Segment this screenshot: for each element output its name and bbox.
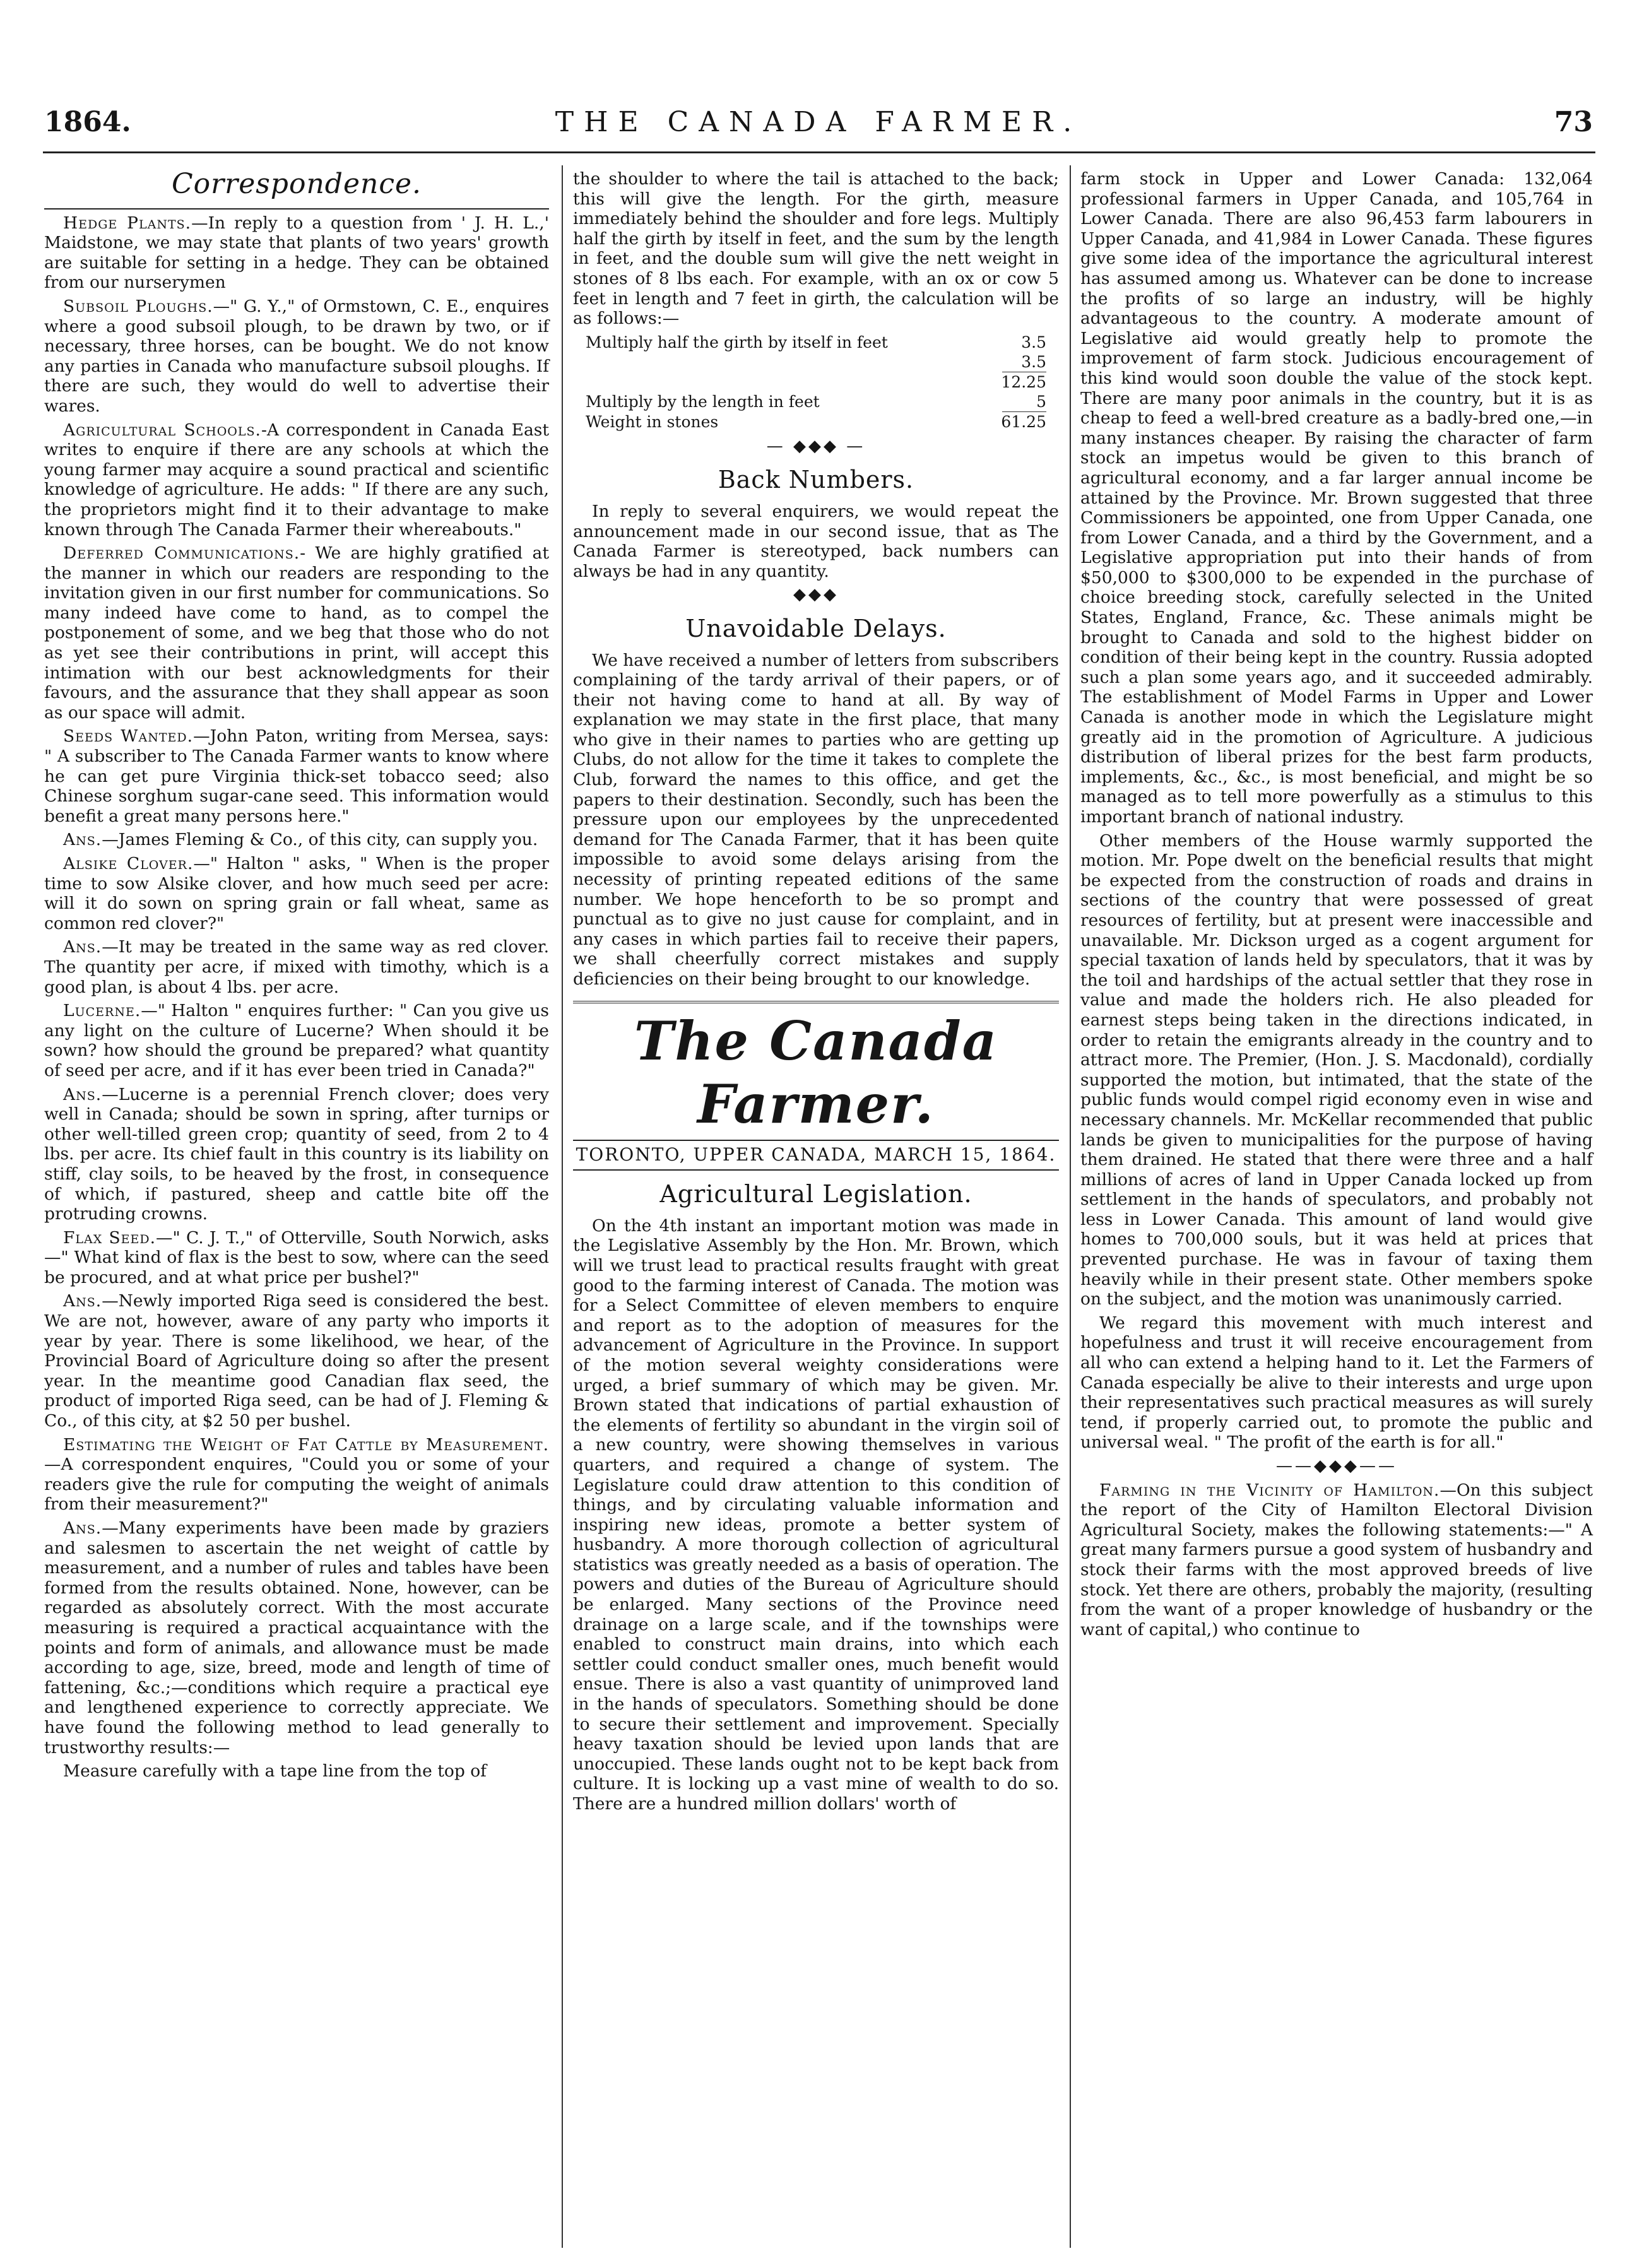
unavoidable-delays-heading: Unavoidable Delays. <box>685 614 947 642</box>
calc-row4-label: Weight in stones <box>586 412 719 431</box>
paragraph-we-regard: We regard this movement with much interest and hopefulness and trust it will receive encouragement from all who can extend a helping hand to it. Let the Farmers of Canada especially be alive to their interests and urge upon their representatives such practical measures as will surely tend, if properly carried out, to promote the public and universal weal. " The profit of the earth is for all." <box>1080 1313 1593 1453</box>
paragraph-answer-flax: Ans.—Newly imported Riga seed is considered the best. We are not, however, aware of any party who imports it year by year. There is some likelihood, we hear, of the Provincial Board of Agriculture doing so after the present year. In the meantime good Canadian flax seed, the product of imported Riga seed, can be had of J. Fleming & Co., of this city, at $2 50 per bushel. <box>44 1291 549 1431</box>
paragraph-farming-hamilton: Farming in the Vicinity of Hamilton.—On this subject the report of the City of Hamilton Electoral Division Agricultural Society, makes the following statements:—" A great many farmers pursue a good system of husbandry and stock their farms with the most approved breeds of live stock. Yet there are others, probably the majority, (resulting from the want of a proper knowledge of husbandry or the want of capital,) who continue to <box>1080 1480 1593 1639</box>
paragraph-subsoil-ploughs: Subsoil Ploughs.—" G. Y.," of Ormstown, C. E., enquires where a good subsoil plough, to be drawn by two, or if necessary, three horses, can be bought. We do not know any parties in Canada who manufacture subsoil ploughs. If there are such, they would do well to advertise their wares. <box>44 296 549 416</box>
header-year: 1864. <box>44 106 131 138</box>
dateline-rule <box>573 1169 1059 1171</box>
column-1 <box>44 169 549 1785</box>
paragraph-alsike-clover: Alsike Clover.—" Halton " asks, " When is the proper time to sow Alsike clover, and how much seed per acre: will it do sown on spring grain or fall wheat, same as common red clover?" <box>44 854 549 933</box>
correspondence-heading: Correspondence. <box>171 168 422 200</box>
column-divider-2 <box>1070 165 1071 2248</box>
paragraph-flax-seed: Flax Seed.—" C. J. T.," of Otterville, South Norwich, asks—" What kind of flax is the best to sow, where can the seed be procured, and at what price per bushel?" <box>44 1227 549 1287</box>
paragraph-other-members: Other members of the House warmly supported the motion. Mr. Pope dwelt on the beneficial results that might be expected from the construction of roads and drains in sections of the country that were possessed of great resources of fertility, but at present were inaccessible and unavailable. Mr. Dickson urged as a cogent argument for special taxation of lands held by speculators, that it was by the toil and hardships of the actual settler that they rose in value and made the holders rich. He also pleaded for earnest steps being taken in the directions indicated, in order to retain the emigrants already in the country and to attract more. The Premier, (Hon. J. S. Macdonald), cordially supported the motion, but intimated, that the state of the public funds would compel rigid economy even in wise and necessary channels. Mr. McKellar recommended that public lands be given to municipalities for the purpose of having them drained. He stated that there were three and a half millions of acres of land in Upper Canada locked up from settlement in the hands of speculators, and probably not less in Lower Canada. This amount of land would give homes to 700,000 souls, but it was held at prices that prevented purchase. He was in favour of taxing them heavily while in their present state. Other members spoke on the subject, and the motion was unanimously carried. <box>1080 830 1593 1309</box>
ornament-divider-2: ◆◆◆ <box>793 585 839 605</box>
back-numbers-heading: Back Numbers. <box>718 466 914 494</box>
back-numbers-paragraph: In reply to several enquirers, we would repeat the announcement made in our second issue, that as The Canada Farmer is stereotyped, back numbers can always be had in any quantity. <box>573 501 1059 581</box>
calc-row3-value: 5 <box>1036 392 1046 411</box>
masthead-rule <box>573 1140 1059 1141</box>
calc-row2-value: 12.25 <box>1001 372 1046 391</box>
calc-row3-label: Multiply by the length in feet <box>586 392 820 411</box>
calc-row4-value: 61.25 <box>1001 412 1046 431</box>
masthead-title: The Canada Farmer. <box>634 1009 998 1135</box>
calc-row1-b: 3.5 <box>1021 352 1046 371</box>
weight-calculation <box>586 333 1059 432</box>
column-divider-1 <box>562 165 563 2248</box>
header-rule <box>43 151 1595 153</box>
correspondence-rule <box>44 208 549 210</box>
ornament-divider: — ◆◆◆ — <box>766 436 866 456</box>
calc-row1-a: 3.5 <box>1021 333 1046 351</box>
header-title: THE CANADA FARMER. <box>555 106 1082 138</box>
agricultural-legislation-paragraph: On the 4th instant an important motion was made in the Legislative Assembly by the Hon. Mr. Brown, which will we trust lead to practical results fraught with great good to the farming interest of Canada. The motion was for a Select Committee of eleven members to enquire and report as to the adoption of measures for the advancement of Agriculture in the Province. In support of the motion several weighty considerations were urged, a brief summary of which may be given. Mr. Brown stated that indications of partial exhaustion of the elements of fertility so abundant in the virgin soil of a new country, were showing themselves in various quarters, and required a change of system. The Legislature could draw attention to this condition of things, and by circulating valuable information and inspiring new ideas, promote a better system of husbandry. A more thorough collection of agricultural statistics was greatly needed as a basis of operation. The powers and duties of the Bureau of Agriculture should be enlarged. Many sections of the Province need drainage on a large scale, and if the townships were enabled to construct main drains, into which each settler could conduct smaller ones, much benefit would ensue. There is also a vast quantity of unimproved land in the hands of speculators. Something should be done to secure their settlement and improvement. Specially heavy taxation should be levied upon lands that are unoccupied. These lands ought not to be kept back from culture. It is locking up a vast mine of wealth to do so. There are a hundred million dollars' worth of <box>573 1215 1059 1814</box>
paragraph-lucerne: Lucerne.—" Halton " enquires further: " Can you give us any light on the culture of Lucerne? When should it be sown? how should the ground be prepared? what quantity of seed per acre, and if it has ever been tried in Canada?" <box>44 1001 549 1080</box>
unavoidable-delays-paragraph: We have received a number of letters from subscribers complaining of the tardy arrival of their papers, or of their not having come to hand at all. By way of explanation we may state in the first place, that many who give in their names to parties who are getting up Clubs, do not allow for the time it takes to complete the Club, forward the names to this office, and get the papers to their destination. Secondly, such has been the pressure upon our employees by the unprecedented demand for The Canada Farmer, that it has been quite impossible to avoid some delays arising from the necessity of printing repeated editions of the same number. We hope henceforth to be so prompt and punctual as to give no just cause for complaint, and in any cases in which parties fail to receive their papers, we shall cheerfully correct mistakes and supply deficiencies on their being brought to our knowledge. <box>573 650 1059 989</box>
paragraph-answer-weight: Ans.—Many experiments have been made by graziers and salesmen to ascertain the net weight of cattle by measurement, and a number of rules and tables have been formed from the results obtained. None, however, can be regarded as absolutely correct. With the most accurate measuring is required a practical acquaintance with the points and form of animals, and allowance must be made according to age, size, breed, mode and length of time of fattening, &c.;—conditions which require a practical eye and lengthened experience to correctly appreciate. We have found the following method to lead generally to trustworthy results:— <box>44 1518 549 1757</box>
paragraph-hedge-plants: Hedge Plants.—In reply to a question from ' J. H. L.,' Maidstone, we may state that plants of two years' growth are suitable for setting in a hedge. They can be obtained from our nurserymen <box>44 213 549 293</box>
paragraph-seeds-wanted: Seeds Wanted.—John Paton, writing from Mersea, says: " A subscriber to The Canada Farmer wants to know where he can get pure Virginia thick-set tobacco seed; also Chinese sorghum sugar-cane seed. This information would benefit a great many persons here." <box>44 726 549 826</box>
paragraph-agricultural-schools: Agricultural Schools.-A correspondent in Canada East writes to enquire if there are any schools at which the young farmer may acquire a sound practical and scientific knowledge of agriculture. He adds: " If there are any such, the proprietors might find it to their advantage to make known through The Canada Farmer their whereabouts." <box>44 420 549 540</box>
paragraph-answer-seeds: Ans.—James Fleming & Co., of this city, can supply you. <box>63 830 538 850</box>
paragraph-answer-alsike: Ans.—It may be treated in the same way as red clover. The quantity per acre, if mixed with timothy, which is a good plan, is about 4 lbs. per acre. <box>44 937 549 997</box>
column-3 <box>1080 169 1593 1643</box>
paragraph-answer-lucerne: Ans.—Lucerne is a perennial French clover; does very well in Canada; should be sown in spring, after turnips or other well-tilled green crop; quantity of seed, from 2 to 4 lbs. per acre. Its chief fault in this country is its liability on stiff, clay soils, to be heaved by the frost, in consequence of which, if pastured, sheep and cattle bite off the protruding crowns. <box>44 1084 549 1224</box>
paragraph-estimating-weight: Estimating the Weight of Fat Cattle by Measurement.—A correspondent enquires, "Could you or some of your readers give the rule for computing the weight of animals from their measurement?" <box>44 1434 549 1515</box>
calc-row1-label: Multiply half the girth by itself in feet <box>586 333 888 351</box>
column-2 <box>573 169 1059 1818</box>
agricultural-legislation-heading: Agricultural Legislation. <box>659 1180 972 1208</box>
paragraph-farm-stock: farm stock in Upper and Lower Canada: 132,064 professional farmers in Upper Canada, and 105,764 in Lower Canada. There are also 96,453 farm labourers in Upper Canada, and 41,984 in Lower Canada. These figures give some idea of the importance the agricultural interest has assumed among us. Whatever can be done to increase the profits of so large an industry, will be highly advantageous to the country. A moderate amount of Legislative aid would greatly help to promote the improvement of farm stock. Judicious encouragement of this kind would soon double the value of the stock kept. There are many poor animals in the country, but it is as cheap to feed a well-bred creature as a badly-bred one,—in many instances cheaper. By raising the character of farm stock an impetus would be given to this branch of agricultural economy, and a far larger annual income be attained by the Province. Mr. Brown suggested that three Commissioners be appointed, one from Upper Canada, one from Lower Canada, and a third by the Government, and a Legislative appropriation put into their hands of from $50,000 to $300,000 to be expended in the purchase of choice breeding stock, carefully selected in the United States, England, France, &c. These animals might be brought to Canada and sold to the highest bidder on condition of their being kept in the country. Russia adopted such a plan some years ago, and it succeeded admirably. The establishment of Model Farms in Upper and Lower Canada is another mode in which the Legislature might greatly aid in the promotion of Agriculture. A judicious distribution of liberal prizes for the best farm products, implements, &c., &c., is most beneficial, and might be so managed as to tell more powerfully as a stimulus to this important branch of national industry. <box>1080 169 1593 827</box>
masthead-top-rule <box>573 1001 1059 1003</box>
paragraph-girth-method: the shoulder to where the tail is attached to the back; this will give the length. For the girth, measure immediately behind the shoulder and fore legs. Multiply half the girth by itself in feet, and the sum by the length in feet, and the double sum will give the nett weight in stones of 8 lbs each. For example, with an ox or cow 5 feet in length and 7 feet in girth, the calculation will be as follows:— <box>573 169 1059 329</box>
ornament-divider-3: ——◆◆◆—— <box>1276 1456 1397 1475</box>
paragraph-deferred-communications: Deferred Communications.- We are highly gratified at the manner in which our readers are responding to the invitation given in our first number for communications. So many indeed have come to hand, as to compel the postponement of some, and we beg that those who do not as yet see their contributions in print, will accept this intimation with our best acknowledgments for their favours, and the assurance that they shall appear as soon as our space will admit. <box>44 543 549 723</box>
header-page-number: 73 <box>1554 106 1593 138</box>
paragraph-measure: Measure carefully with a tape line from the top of <box>63 1761 487 1781</box>
dateline: TORONTO, UPPER CANADA, MARCH 15, 1864. <box>576 1143 1056 1165</box>
